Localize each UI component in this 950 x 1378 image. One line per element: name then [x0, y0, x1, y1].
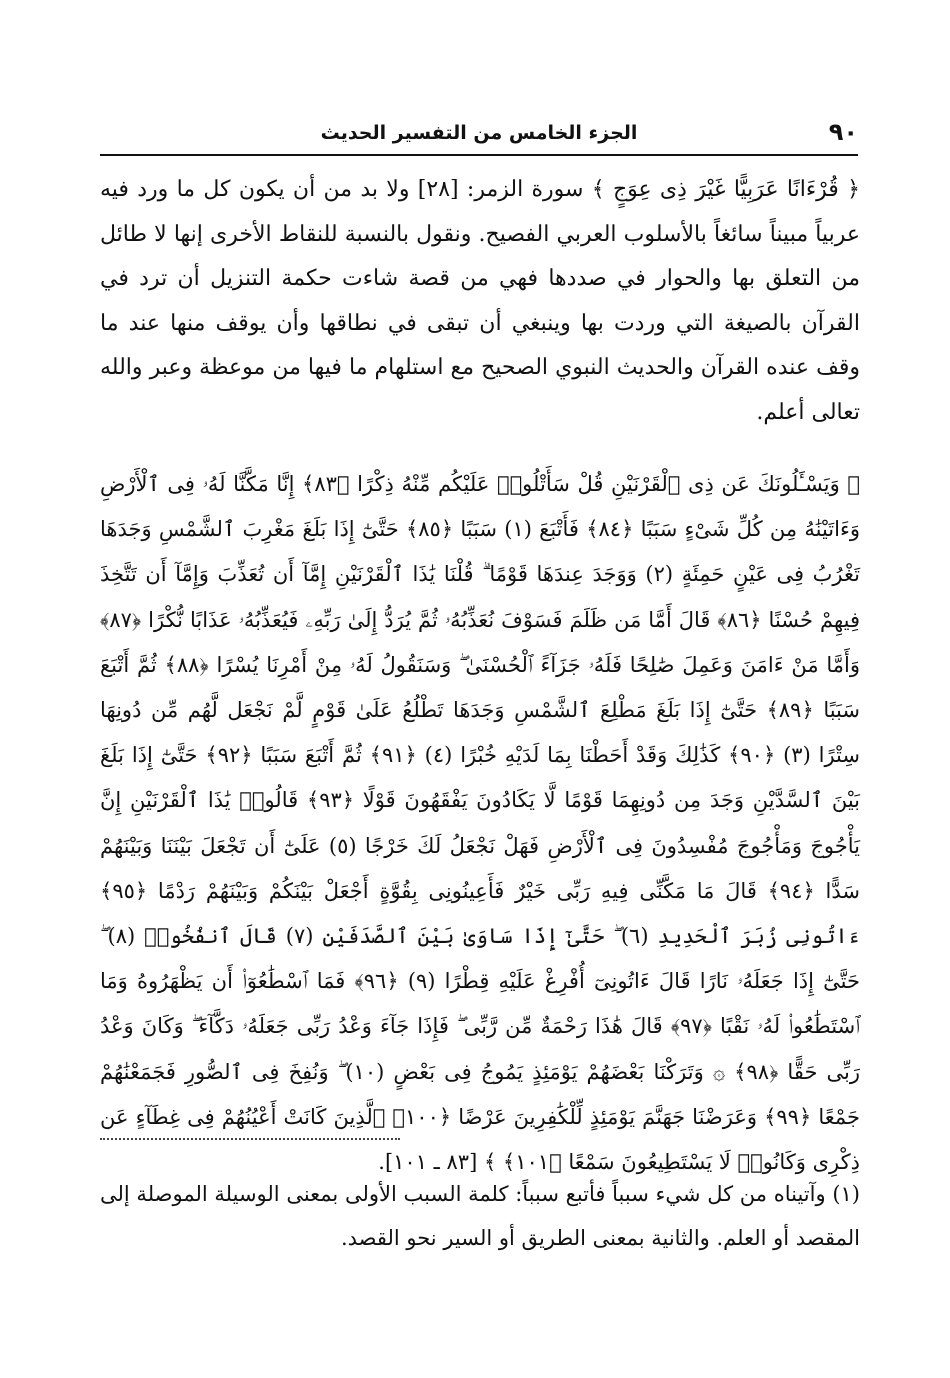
quran-verses-block: ﴿ وَيَسْـَٔلُونَكَ عَن ذِى ٱلْقَرْنَيْنِ قُلْ سَأَتْلُوا۟ عَلَيْكُم مِّنْهُ ذِكْرًا ﴿٨٣﴾ إِنَّا مَكَّنَّا لَهُۥ فِى ٱلْأَرْضِ وَءَاتَيْنَٰهُ مِن كُلِّ شَىْءٍ سَبَبًا ﴿٨٤﴾ فَأَتْبَعَ (١) سَبَبًا ﴿٨٥﴾ حَتَّىٰٓ إِذَا بَلَغَ مَغْرِبَ ٱلشَّمْسِ وَجَدَهَا تَغْرُبُ فِى عَيْنٍ حَمِئَةٍ (٢) وَوَجَدَ عِندَهَا قَوْمًا ۗ قُلْنَا يَٰذَا ٱلْقَرْنَيْنِ إِمَّآ أَن تُعَذِّبَ وَإِمَّآ أَن تَتَّخِذَ فِيهِمْ حُسْنًا ﴿٨٦﴾ قَالَ أَمَّا مَن ظَلَمَ فَسَوْفَ نُعَذِّبُهُۥ ثُمَّ يُرَدُّ إِلَىٰ رَبِّهِۦ فَيُعَذِّبُهُۥ عَذَابًا نُّكْرًا ﴿٨٧﴾ وَأَمَّا مَنْ ءَامَنَ وَعَمِلَ صَٰلِحًا فَلَهُۥ جَزَآءً ٱلْحُسْنَىٰ ۖ وَسَنَقُولُ لَهُۥ مِنْ أَمْرِنَا يُسْرًا ﴿٨٨﴾ ثُمَّ أَتْبَعَ سَبَبًا ﴿٨٩﴾ حَتَّىٰٓ إِذَا بَلَغَ مَطْلِعَ ٱلشَّمْسِ وَجَدَهَا تَطْلُعُ عَلَىٰ قَوْمٍ لَّمْ نَجْعَل لَّهُم مِّن دُونِهَا سِتْرًا (٣) ﴿٩٠﴾ كَذَٰلِكَ وَقَدْ أَحَطْنَا بِمَا لَدَيْهِ خُبْرًا (٤) ﴿٩١﴾ ثُمَّ أَتْبَعَ سَبَبًا ﴿٩٢﴾ حَتَّىٰٓ إِذَا بَلَغَ بَيْنَ ٱلسَّدَّيْنِ وَجَدَ مِن دُونِهِمَا قَوْمًا لَّا يَكَادُونَ يَفْقَهُونَ قَوْلًا ﴿٩٣﴾ قَالُوا۟ يَٰذَا ٱلْقَرْنَيْنِ إِنَّ يَأْجُوجَ وَمَأْجُوجَ مُفْسِدُونَ فِى ٱلْأَرْضِ فَهَلْ نَجْعَلُ لَكَ خَرْجًا (٥) عَلَىٰٓ أَن تَجْعَلَ بَيْنَنَا وَبَيْنَهُمْ سَدًّا ﴿٩٤﴾ قَالَ مَا مَكَّنِّى فِيهِ رَبِّى خَيْرٌ فَأَعِينُونِى بِقُوَّةٍ أَجْعَلْ بَيْنَكُمْ وَبَيْنَهُمْ رَدْمًا ﴿٩٥﴾ ءَاتُونِى زُبَرَ ٱلْحَدِيدِ (٦) ۖ حَتَّىٰٓ إِذَا سَاوَىٰ بَيْنَ ٱلصَّدَفَيْنِ (٧) قَالَ ٱنفُخُوا۟ (٨) ۖ حَتَّىٰٓ إِذَا جَعَلَهُۥ نَارًا قَالَ ءَاتُونِىٓ أُفْرِغْ عَلَيْهِ قِطْرًا (٩) ﴿٩٦﴾ فَمَا ٱسْطَٰعُوٓا۟ أَن يَظْهَرُوهُ وَمَا ٱسْتَطَٰعُوا۟ لَهُۥ نَقْبًا ﴿٩٧﴾ قَالَ هَٰذَا رَحْمَةٌ مِّن رَّبِّى ۖ فَإِذَا جَآءَ وَعْدُ رَبِّى جَعَلَهُۥ دَكَّآءَ ۖ وَكَانَ وَعْدُ رَبِّى حَقًّا ﴿٩٨﴾ ۞ وَتَرَكْنَا بَعْضَهُمْ يَوْمَئِذٍ يَمُوجُ فِى بَعْضٍ (١٠) ۖ وَنُفِخَ فِى ٱلصُّورِ فَجَمَعْنَٰهُمْ جَمْعًا ﴿٩٩﴾ وَعَرَضْنَا جَهَنَّمَ يَوْمَئِذٍ لِّلْكَٰفِرِينَ عَرْضًا ﴿١٠٠﴾ ٱلَّذِينَ كَانَتْ أَعْيُنُهُمْ فِى غِطَآءٍ عَن ذِكْرِى وَكَانُوا۟ لَا يَسْتَطِيعُونَ سَمْعًا ﴿١٠١﴾ ﴾ [٨٣ ـ ١٠١]. [100, 472, 861, 1175]
running-title: الجزء الخامس من التفسير الحديث [320, 122, 638, 144]
page-number: ٩٠ [828, 118, 858, 146]
footnote-separator [100, 1138, 400, 1140]
intro-paragraph: ﴿ قُرْءَانًا عَرَبِيًّا غَيْرَ ذِى عِوَجٍ ﴾ سورة الزمر: [٢٨] ولا بد من أن يكون كل ما ورد فيه عربياً مبيناً سائغاً بالأسلوب العربي الفصيح. ونقول بالنسبة للنقاط الأخرى إنها لا طائل من التعلق بها والحوار في صددها فهي من قصة شاءت حكمة التنزيل أن ترد في القرآن بالصيغة التي وردت بها وينبغي أن تبقى في نطاقها وأن يوقف منها عند ما وقف عنده القرآن والحديث النبوي الصحيح مع استلهام ما فيها من موعظة وعبر والله تعالى أعلم. [100, 177, 861, 425]
page-header [100, 118, 858, 156]
footnote-1: (١) وآتيناه من كل شيء سبباً فأتبع سبباً: كلمة السبب الأولى بمعنى الوسيلة الموصلة إلى المقصد أو العلم. والثانية بمعنى الطريق أو السير نحو القصد. [100, 1182, 860, 1250]
